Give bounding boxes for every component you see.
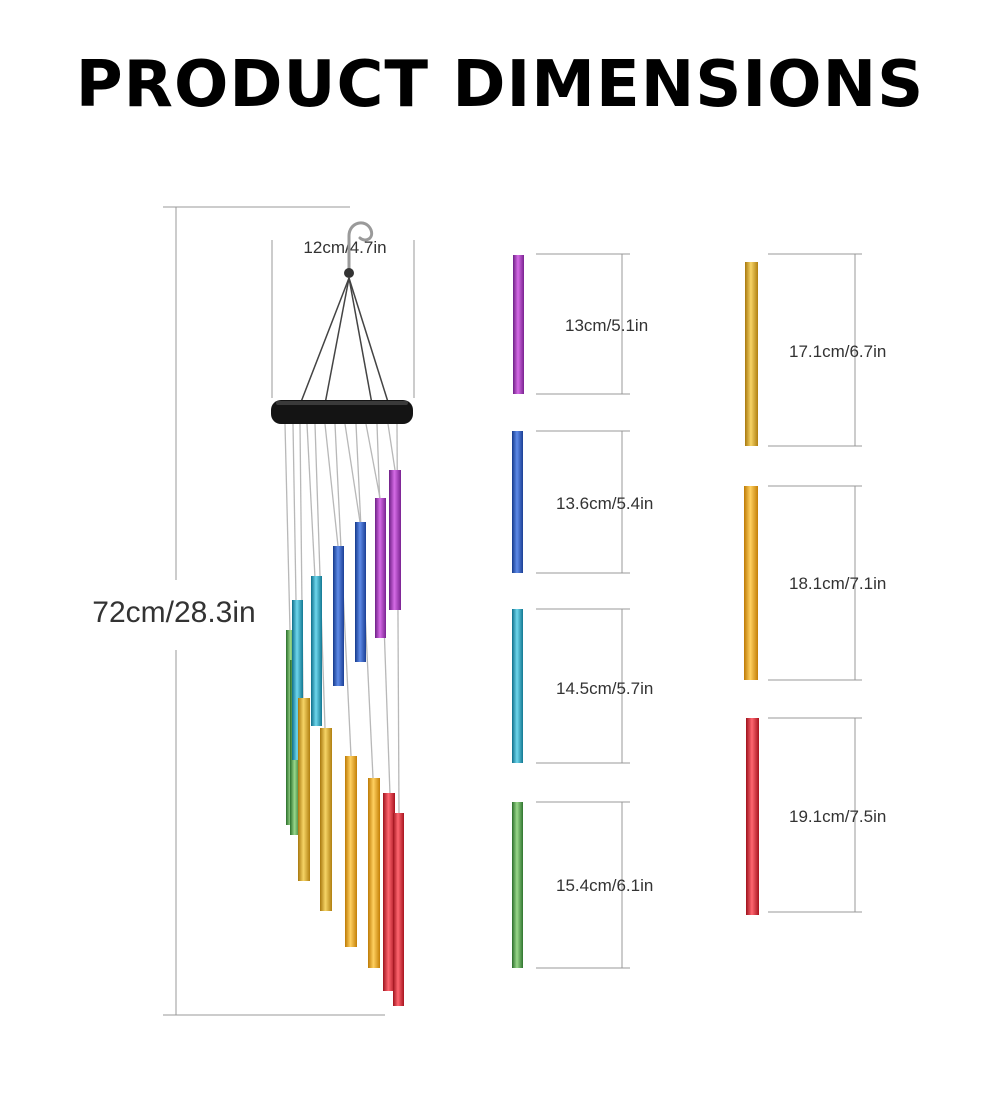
chime-tube	[375, 498, 386, 638]
tube-length-label: 18.1cm/7.1in	[789, 574, 887, 593]
chime-tube	[368, 778, 380, 968]
tube-orange	[744, 486, 886, 680]
tube-length-label: 13.6cm/5.4in	[556, 494, 654, 513]
page-title: PRODUCT DIMENSIONS	[75, 48, 925, 122]
tube-length-label: 17.1cm/6.7in	[789, 342, 887, 361]
chime-tube	[355, 522, 366, 662]
tube-gold	[745, 254, 886, 446]
top-ring	[271, 400, 413, 424]
chime-tube	[298, 698, 310, 881]
tube-length-label: 19.1cm/7.5in	[789, 807, 887, 826]
tube-green	[512, 802, 653, 968]
tube-blue	[512, 431, 653, 573]
chime-tube	[393, 813, 404, 1006]
tube-red	[746, 718, 886, 915]
tube-purple	[513, 254, 648, 394]
ring-diameter-label: 12cm/4.7in	[303, 238, 387, 257]
ring-dimension	[272, 238, 414, 398]
tube-length-label: 14.5cm/5.7in	[556, 679, 654, 698]
chime-tube	[345, 756, 357, 947]
tube-cyan	[512, 609, 653, 763]
chime-tube	[333, 546, 344, 686]
chime-tube	[311, 576, 322, 726]
tube-length-label: 15.4cm/6.1in	[556, 876, 654, 895]
total-length-label: 72cm/28.3in	[92, 596, 256, 629]
hanging-strings	[301, 278, 388, 404]
assembled-chime	[286, 470, 404, 1006]
chime-tube	[389, 470, 401, 610]
chime-tube	[320, 728, 332, 911]
tube-length-label: 13cm/5.1in	[565, 316, 649, 335]
